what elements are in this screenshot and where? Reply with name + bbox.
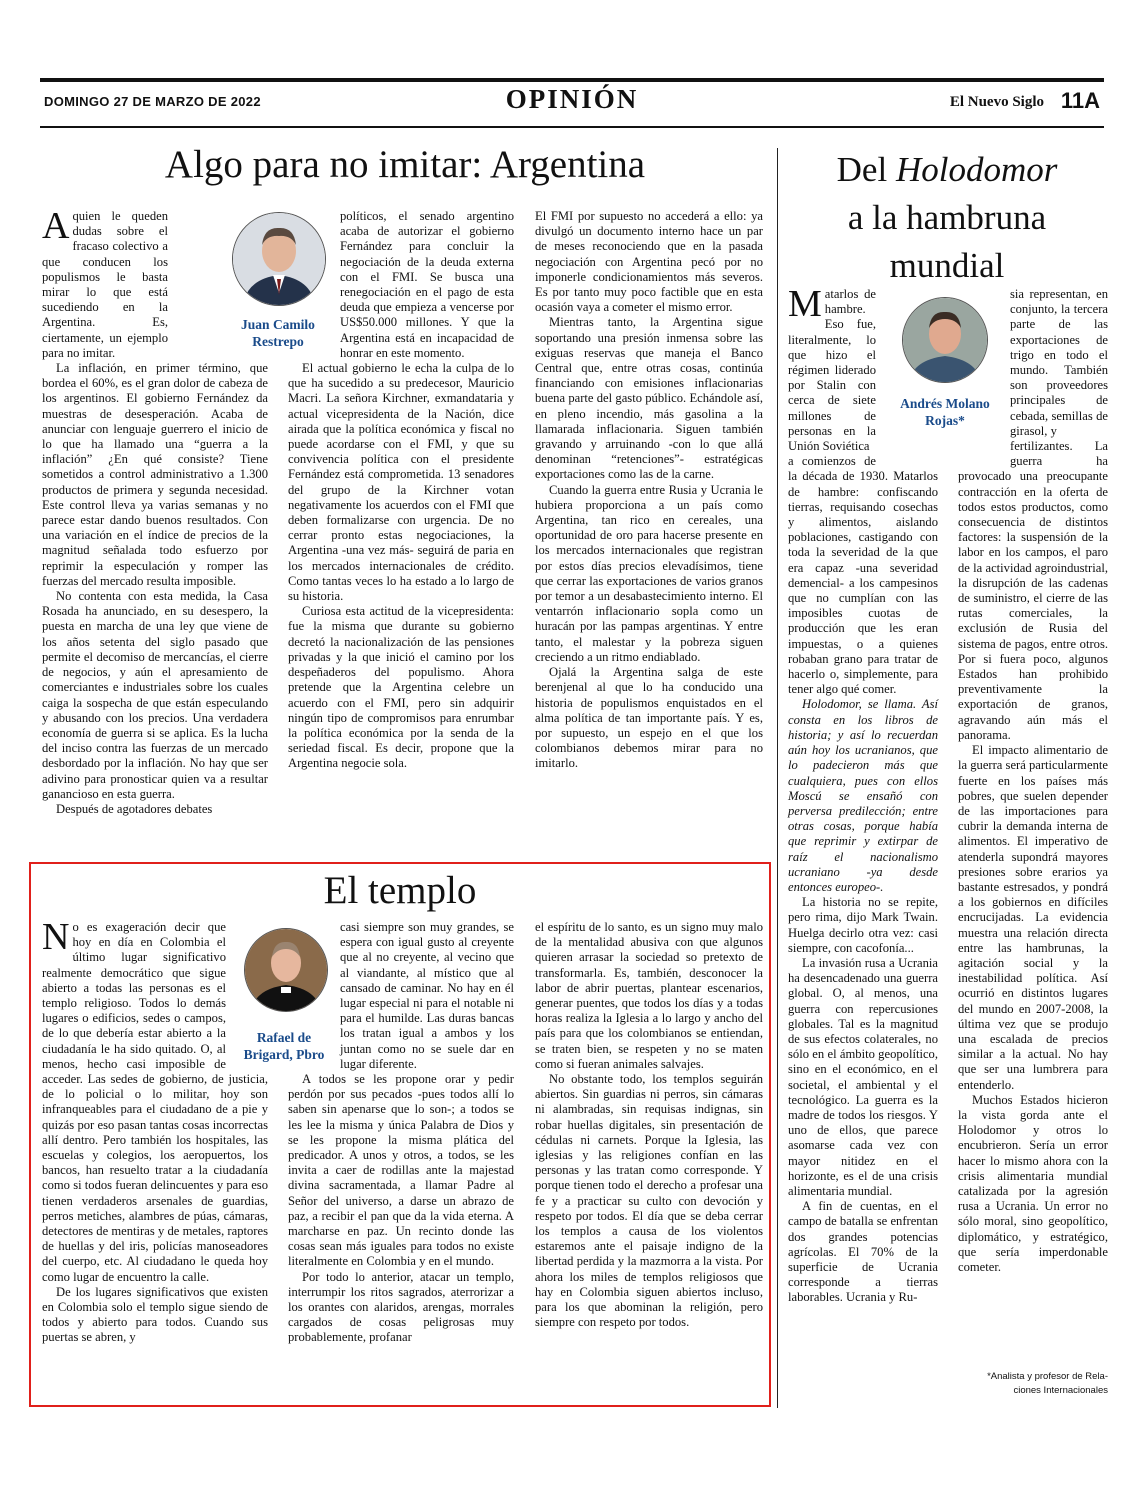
article3-title [787,146,1107,290]
article2-paragraph: A todos se les propone orar y pedir perdón por sus pecados -pues todos allí lo saben sin apenarse que lo son-; a todos se les lee la misma y única Palabra de Dios y se les propone la misma plática del predicador. A unos y otros, a todos, se les invita a caer de rodillas ante la majestad divina sacramentada, a llamar Padre al Señor del universo, a darse un abrazo de paz, a recibir el pan que da la vida eterna. A marcharse en paz. Un recinto donde las cosas sean más iguales para todos no existe literalmente en Colombia y en el mundo. [288,1072,514,1269]
page-header [40,78,1104,128]
author-name: Rojas* [925,413,965,428]
author-name: Restrepo [252,334,304,349]
author-name: Brigard, Pbro [243,1047,325,1062]
author-name: Rafael de [256,1030,312,1045]
article2-paragraph: De los lugares significativos que existen en Colombia solo el templo sigue siendo de todos y abierto para todos. Cuando sus puertas se abren, y [42,1284,268,1345]
article1-paragraph: Cuando la guerra entre Rusia y Ucrania le hubiera proporciona a un país como Argentina, tan rico en cereales, una oportunidad de oro para hacerse presente en los mercados internacionales que registran por estos días precios elevadísimos, tiene que cerrar las exportaciones de varios granos por temor a un desabastecimiento interno. El ventarrón inflacionario sopla como un huracán por las pampas argentinas. Y entre tanto, el malestar y la pobreza siguen creciendo a un ritmo endiablado. [535,482,763,664]
article1-column-1 [42,205,268,849]
article1-paragraph: Aquien le queden dudas sobre el fracaso colectivo a que conducen los populismos le basta mirar lo que está sucediendo en la Argentina. Es, ciertamente, un ejemplo para no imitar. [42,205,168,360]
section-title: OPINIÓN [505,84,639,114]
author-footnote: *Analista y profesor de Rela- ciones Internacionales [987,1371,1108,1396]
article3-column-1 [788,283,938,1392]
page-number: 11A [1060,88,1100,113]
article3-paragraph: fertilizantes. La guerra ha provocado una preocupante contracción en la oferta de todos estos productos, como consecuencia de distintos factores: la suspensión de la labor en los campos, el paro de la actividad agroindustrial, la disrupción de las cadenas de suministro, el cierre de las rutas comerciales, la exclusión de Rusia del sistema de pagos, entre otros. Por si fuera poco, algunos Estados han prohibido preventivamente la exportación de granos, agravando aún más el panorama. [958,439,1108,742]
article2-dropcap: N [42,916,70,958]
article1-column-2 [288,209,514,849]
header-top-rule [40,78,1104,82]
article3-paragraph: Matarlos de hambre. Eso fue, literalmente, lo que hizo el régimen liderado por Stalin con cerca de siete millones de personas en la Unión Soviética [788,283,876,454]
article2-title: El templo [323,869,477,912]
article3-paragraph: Holodomor, se llama. Así consta en los libros de historia; y así lo recuerdan aún hoy los ucranianos, que lo padecieron más que cualquiera, pues con ellos Moscú se ensañó con perversa predilección; entre otras cosas, porque había que reprimir y extirpar de raíz el nacionalismo ucraniano -ya desde entonces europeo-. [788,697,938,894]
author-name: Andrés Molano [900,396,990,411]
article3-paragraph: El impacto alimentario de la guerra será particularmente fuerte en los países más pobres, que suelen depender de las importaciones para cubrir la demanda interna de alimentos. El imperativo de atenderla supondrá mayores presiones sobre erarios ya bastante estresados, y pondrá a los gobiernos en difíciles encrucijadas. La evidencia muestra una relación directa entre las hambrunas, la agitación social y la inestabilidad política. Así ocurrió en distintos lugares del mundo en 2007-2008, la última vez que se produjo una escalada de precios similar a la actual. No hay que ser una lumbrera para entenderlo. [958,743,1108,1092]
article2-paragraph: casi siempre son muy grandes, se espera con igual gusto al creyente que al no creyente, al vecino que al viandante, al místico que al cansado de caminar. No hay en él lugar especial ni para el notable ni para el humilde. Las duras bancas los tratan igual a ambos y los juntan como no se suele dar en lugar diferente. [340,920,514,1071]
article3-paragraph: A fin de cuentas, en el campo de batalla se enfrentan dos grandes potencias agrícolas. El 70% de la superficie de Ucrania corresponde a tierras laborables. Ucrania y Ru- [788,1199,938,1305]
article3-paragraph: sia representan, en conjunto, la tercera parte de las exportaciones de trigo en todo el mundo. También son proveedores principales de cebada, semillas de girasol, y [1010,287,1108,438]
article3-title-line: a la hambruna [847,198,1047,237]
article1-paragraph: El FMI por supuesto no accederá a ello: ya divulgó un documento interno hace un par de meses reconociendo que en la pasada negociación con Argentina pecó por no imponerle condicionamientos más severos. Es por tanto muy poco factible que en esta ocasión vaya a cometer el mismo error. [535,209,763,315]
article1-paragraph: No contenta con esta medida, la Casa Rosada ha anunciado, en su desespero, la puesta en marcha de una ley que viene de los años setenta del siglo pasado que permite el decomiso de mercancías, el cierre de negocios, y aún el apresamiento de comerciantes e industriales sobre los cuales caiga la sospecha de que están especulando y abusando con los precios. Una verdadera economía de guerra si se aplica. Es la lucha del inciso contra las fuerzas de un mercado desbordado por la inflación. No hay que ser adivino para pronosticar quien va a resultar ganancioso en esta guerra. [42,589,268,801]
article3-title-line: mundial [889,246,1005,285]
article1-paragraph: Después de agotadores debates [56,801,213,816]
article3-paragraph: a comienzos de la década de 1930. Matarlos de hambre: confiscando tierras, requisando cosechas y alimentos, aislando poblaciones, castigando con toda la severidad de la que era capaz -una severidad demencial- a los campesinos que no cumplían con las imposibles cuotas de producción que les eran impuestas, o a quienes robaban grano para tratar de hacerlo o, simplemente, para tener algo qué comer. [788,454,938,697]
article3-column-2 [958,287,1108,1377]
article1-title: Algo para no imitar: Argentina [164,143,646,186]
article3-title-line: Del Holodomor [836,150,1058,189]
article2-column-3 [535,920,763,1400]
article1-column-3 [535,209,763,849]
article2-paragraph: Por todo lo anterior, atacar un templo, interrumpir los ritos sagrados, aterrorizar a los orantes con alaridos, arengas, morrales cargados de cosas peligrosas muy probablemente, profanar [288,1269,514,1345]
article2-photo-space [288,920,340,1068]
article1-paragraph: Mientras tanto, la Argentina sigue soportando una presión inmensa sobre las exiguas reservas que maneja el Banco Central que, entre otras cosas, continúa financiando con emisiones inflacionarias buena parte del gasto público. Echándole así, en pleno incendio, más gasolina a la llamarada inflacionaria. Siguen también gravando y arruinando -con lo que allá denominan “retenciones”- estratégicas exportaciones como las de la carne. [535,315,763,482]
article2-paragraph: No es exageración decir que hoy en día en Colombia el último lugar significativo realmente democrático que sigue abierto a todas las personas es el templo religioso. Todos lo demás lugares o edificios, sedes o campos, de lo que debería estar abierto a la ciudadanía le ha sido quitado. O, al menos, hecho casi imposible de acceder. Las sedes de gobierno, de justicia, de lo policial o lo militar, hoy son infranqueables para el ciudadano de a pie y quizás por eso pasan tantas cosas incorrectas allí dentro. Pero también los hospitales, las escuelas y colegios, los aeropuertos, los bancos, han resuelto tratar a la ciudadanía como si todos fueran delincuentes y para eso tienen verdaderos arsenales de guardias, perros metiches, alambres de púas, cámaras, detectores de mentiras y de metales, raptores de huellas y del iris, policías manoseadores del cuerpo, etc. Al ciudadano le queda hoy como lugar de encuentro la calle. [42,916,268,1284]
author-name: Juan Camilo [241,317,315,332]
header-bottom-rule [40,126,1104,128]
article1-dropcap: A [42,205,70,247]
article3-photo-space [958,287,1010,457]
article3-paragraph: La historia no se repite, pero rima, dijo Mark Twain. Huelga decirlo otra vez: casi siempre, con cacofonía... [788,895,938,955]
issue-date: DOMINGO 27 DE MARZO DE 2022 [44,94,261,109]
article1-paragraph: Curiosa esta actitud de la vicepresidenta: fue la misma que durante su gobierno decretó la nacionalización de las pensiones privadas y la que inició el camino por los despeñaderos del populismo. Ahora pretende que la Argentina celebre un acuerdo con el FMI, pero sin adquirir ningún tipo de compromisos para enrumbar la política económica por la senda de la seriedad fiscal. Es decir, propone que la Argentina negocie sola. [288,604,514,771]
article1-photo-space [288,209,340,359]
article2-column-2 [288,920,514,1400]
article3-paragraph: Muchos Estados hicieron la vista gorda ante el Holodomor y otros lo encubrieron. Sería un error hacer lo mismo ahora con la crisis alimentaria mundial catalizada por la agresión rusa a Ucrania. Un error no sólo moral, sino geopolítico, diplomático, y estratégico, que sería imperdonable cometer. [958,1092,1108,1274]
article2-column-1 [42,916,268,1400]
article2-paragraph: el espíritu de lo santo, es un signo muy malo de la mentalidad abusiva con que algunos quieren arrasar la sociedad so pretexto de transformarla. Es, también, desconocer la labor de abrir puertas, plantear escenarios, generar puentes, que todos los días y a todas horas realiza la Iglesia a lo largo y ancho del país para que los colombianos se entiendan, se traten bien, se respeten y no se maten como si fueran animales salvajes. [535,920,763,1071]
column-separator [777,148,778,1408]
article3-paragraph: La invasión rusa a Ucrania ha desencadenado una guerra global. O, al menos, una guerra con repercusiones globales. Tal es la magnitud de sus efectos colaterales, no sólo en el ámbito geopolítico, sino en el económico, en el societal, el ambiental y el tecnológico. La guerra es la madre de todos los riesgos. Y uno de ellos, que parece asomarse cada vez con mayor nitidez en el horizonte, es el de una crisis alimentaria mundial. [788,955,938,1198]
article2-paragraph: No obstante todo, los templos seguirán abiertos. Sin guardias ni perros, sin cámaras ni alambradas, sin requisas indignas, sin robar huellas digitales, sin presentación de cédulas ni carnets. Porque la Iglesia, las iglesias y las religiones confían en las personas y las tratan como corresponde. Y porque tienen todo el derecho a profesar una fe y a practicar su culto con devoción y respeto por todos. El día que se deba cerrar los templos a causa de los violentos estaremos ante el paisaje indigno de la libertad perdida y la mazmorra a la vista. Por ahora los miles de templos religiosos que hay en Colombia siguen abiertos incluso, para los que abominan la religión, pero siempre con respeto por todos. [535,1072,763,1330]
article1-paragraph: La inflación, en primer término, que bordea el 60%, es el gran dolor de cabeza de los argentinos. El gobierno Fernández da muestras de desesperación. Acaba de anunciar con lenguaje guerrero el inicio de lo que ha llamado una “guerra a la inflación” ¿En qué consiste? Tiene sometidos a control administrativo a 1.300 productos de primera y segunda necesidad. Este control lleva ya varias semanas y no parece estar dando buenos resultados. Con una variación en el índice de precios de la magnitud señalada todo esfuerzo por reprimir la especulación y romper las fuerzas del mercado resulta imposible. [42,361,268,588]
article3-dropcap: M [788,283,822,325]
article1-paragraph: políticos, el senado argentino acaba de autorizar el gobierno Fernández para concluir la negociación de la deuda externa con el FMI. Se busca una renegociación en el pago de esta deuda que empieza a vencerse por US$50.000 millones. Y que la Argentina está en incapacidad de honrar en este momento. [340,209,514,360]
article1-paragraph: El actual gobierno le echa la culpa de lo que ha sucedido a su predecesor, Mauricio Macri. La señora Kirchner, exmandataria y actual vicepresidenta de la Nación, dice airada que la política económica y fiscal no puede acordarse con el FMI, y que su convivencia política con el presidente Fernández está comprometida. 13 senadores del grupo de la Kirchner votan negativamente los acuerdos con el FMI que deben formalizarse con urgencia. De no cerrar pronto estas negociaciones, la Argentina -una vez más- seguirá de paria en los mercados internacionales de crédito. Como tantas veces lo ha estado a lo largo de su historia. [288,361,514,604]
article1-paragraph: Ojalá la Argentina salga de este berenjenal al que lo ha conducido una historia de populismos enquistados en el alma política de tan importante país. Y es, por supuesto, un espejo en el que los colombianos debemos mirar para no imitarlo. [535,665,763,771]
newspaper-logo: El Nuevo Siglo [949,94,1044,110]
